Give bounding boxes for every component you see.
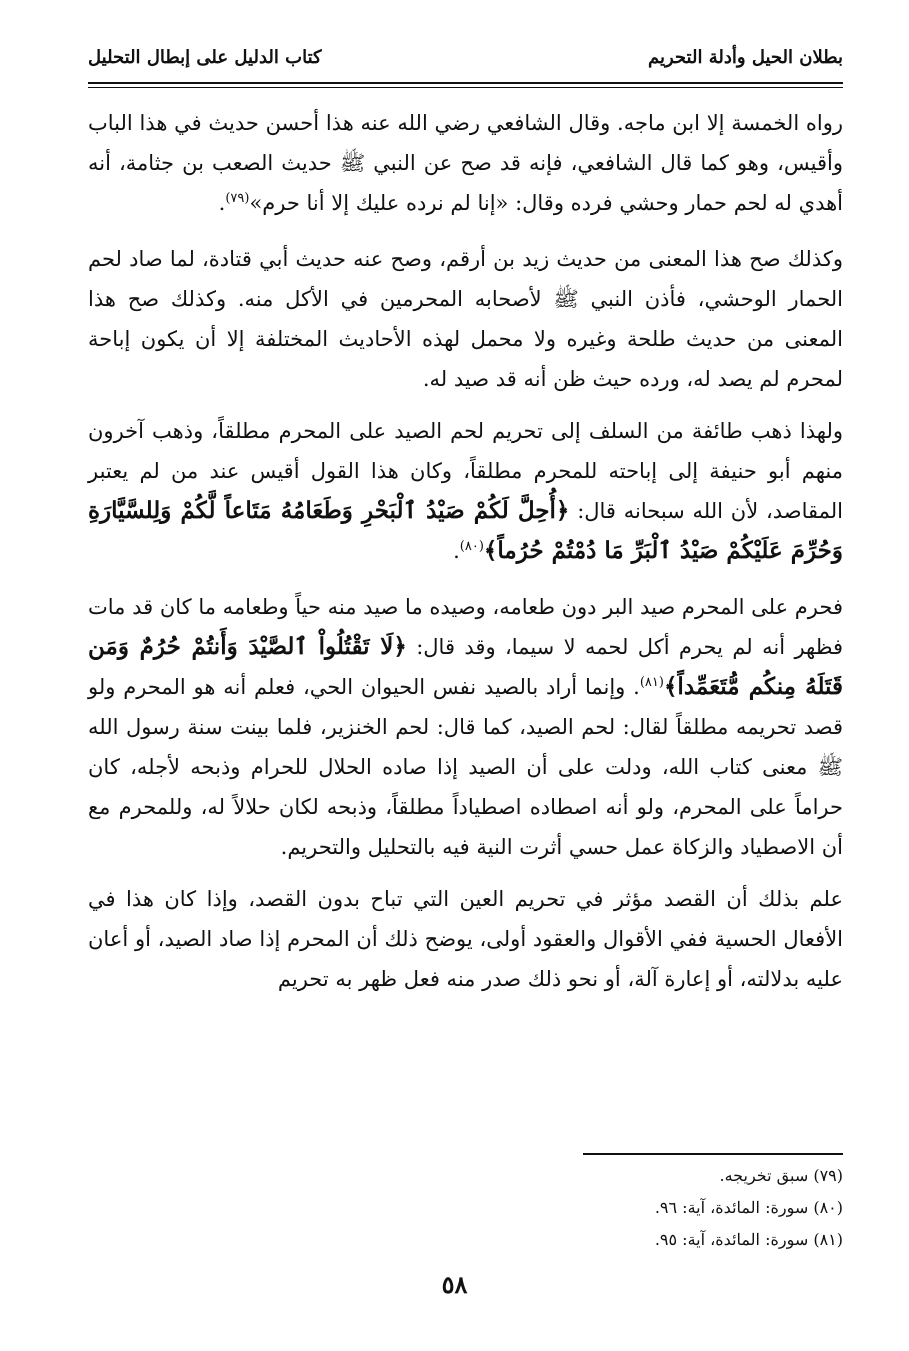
book-title: بطلان الحيل وأدلة التحريم — [647, 46, 843, 68]
quran-verse-maidah-96: ﴿أُحِلَّ لَكُمْ صَيْدُ ٱلْبَحْرِ وَطَعَامُهُ مَتَاعاً لَّكُمْ وَلِلسَّيَّارَةِ وَحُرِّمَ عَلَيْكُمْ صَيْدُ ٱلْبَرِّ مَا دُمْتُمْ حُرُماً﴾ — [88, 497, 843, 564]
footnotes — [88, 1160, 843, 1256]
paragraph-2 — [88, 239, 843, 399]
paragraph-3-end: . — [453, 539, 460, 563]
paragraph-5-text: علم بذلك أن القصد مؤثر في تحريم العين التي تباح بدون القصد، وإذا كان هذا في الأفعال الحسية ففي الأقوال والعقود أولى، يوضح ذلك أن المحرم إذا صاد الصيد، أو أعان عليه بدلالته، أو إعارة آلة، أو نحو ذلك صدر منه فعل ظهر به تحريم — [88, 887, 843, 991]
paragraph-4-text: فحرم على المحرم صيد البر دون طعامه، وصيده ما صيد منه حياً وطعامه ما كان قد مات فظهر أنه لم يحرم أكل لحمه لا سيما، وقد قال: — [88, 595, 843, 659]
paragraph-2-text: وكذلك صح هذا المعنى من حديث زيد بن أرقم، وصح عنه حديث أبي قتادة، لما صاد لحم الحمار الوحشي، فأذن النبي ﷺ لأصحابه المحرمين في الأكل منه. وكذلك صح هذا المعنى من حديث طلحة وغيره ولا محمل لهذه الأحاديث المختلفة إلا أن يكون إباحة لمحرم لم يصد له، ورده حيث ظن أنه قد صيد له. — [88, 247, 843, 391]
main-text — [88, 103, 843, 1015]
footnote-ref-79: (٧٩) — [225, 191, 250, 206]
paragraph-5 — [88, 879, 843, 999]
paragraph-1 — [88, 103, 843, 223]
header-rule-thin — [88, 87, 843, 88]
paragraph-3-text: ولهذا ذهب طائفة من السلف إلى تحريم لحم الصيد على المحرم مطلقاً، وذهب آخرون منهم أبو حنيفة إلى إباحته للمحرم مطلقاً، وكان هذا القول أقيس عند من لم يعتبر المقاصد، لأن الله سبحانه قال: — [88, 419, 843, 523]
paragraph-1-end: . — [218, 191, 226, 215]
header-rule — [88, 82, 843, 84]
footnote-ref-80: (٨٠) — [459, 539, 484, 554]
running-header — [88, 40, 843, 74]
section-title: كتاب الدليل على إبطال التحليل — [88, 46, 322, 68]
footnote-separator — [583, 1153, 843, 1155]
paragraph-4-rest: . وإنما أراد بالصيد نفس الحيوان الحي، فعلم أنه هو المحرم ولو قصد تحريمه مطلقاً لقال: لحم الصيد، كما قال: لحم الخنزير، فلما بينت سنة رسول الله ﷺ معنى كتاب الله، ودلت على أن الصيد إذا صاده الحلال للحرام وذبحه لأجله، كان حراماً على المحرم، ولو أنه اصطاده اصطياداً مطلقاً، وذبحه لكان حلالاً له، وللمحرم مع أن الاصطياد والزكاة عمل حسي أثرت النية فيه بالتحليل والتحريم. — [88, 675, 843, 859]
footnote-ref-81: (٨١) — [639, 675, 664, 690]
paragraph-1-text: رواه الخمسة إلا ابن ماجه. وقال الشافعي رضي الله عنه هذا أحسن حديث في هذا الباب وأقيس، وهو كما قال الشافعي، فإنه قد صح عن النبي ﷺ حديث الصعب بن جثامة، أنه أهدي له لحم حمار وحشي فرده وقال: «إنا لم نرده عليك إلا أنا حرم» — [88, 111, 843, 215]
paragraph-4 — [88, 587, 843, 867]
quran-verse-maidah-95: ﴿لَا تَقْتُلُواْ ٱلصَّيْدَ وَأَنتُمْ حُرُمٌ وَمَن قَتَلَهُ مِنكُم مُّتَعَمِّداً﴾ — [88, 633, 843, 700]
footnote-79: (٧٩) سبق تخريجه. — [719, 1166, 843, 1185]
page-number: ٥٨ — [441, 1270, 468, 1299]
paragraph-3 — [88, 411, 843, 571]
footnote-81: (٨١) سورة: المائدة، آية: ٩٥. — [654, 1230, 843, 1249]
footnote-80: (٨٠) سورة: المائدة، آية: ٩٦. — [654, 1198, 843, 1217]
